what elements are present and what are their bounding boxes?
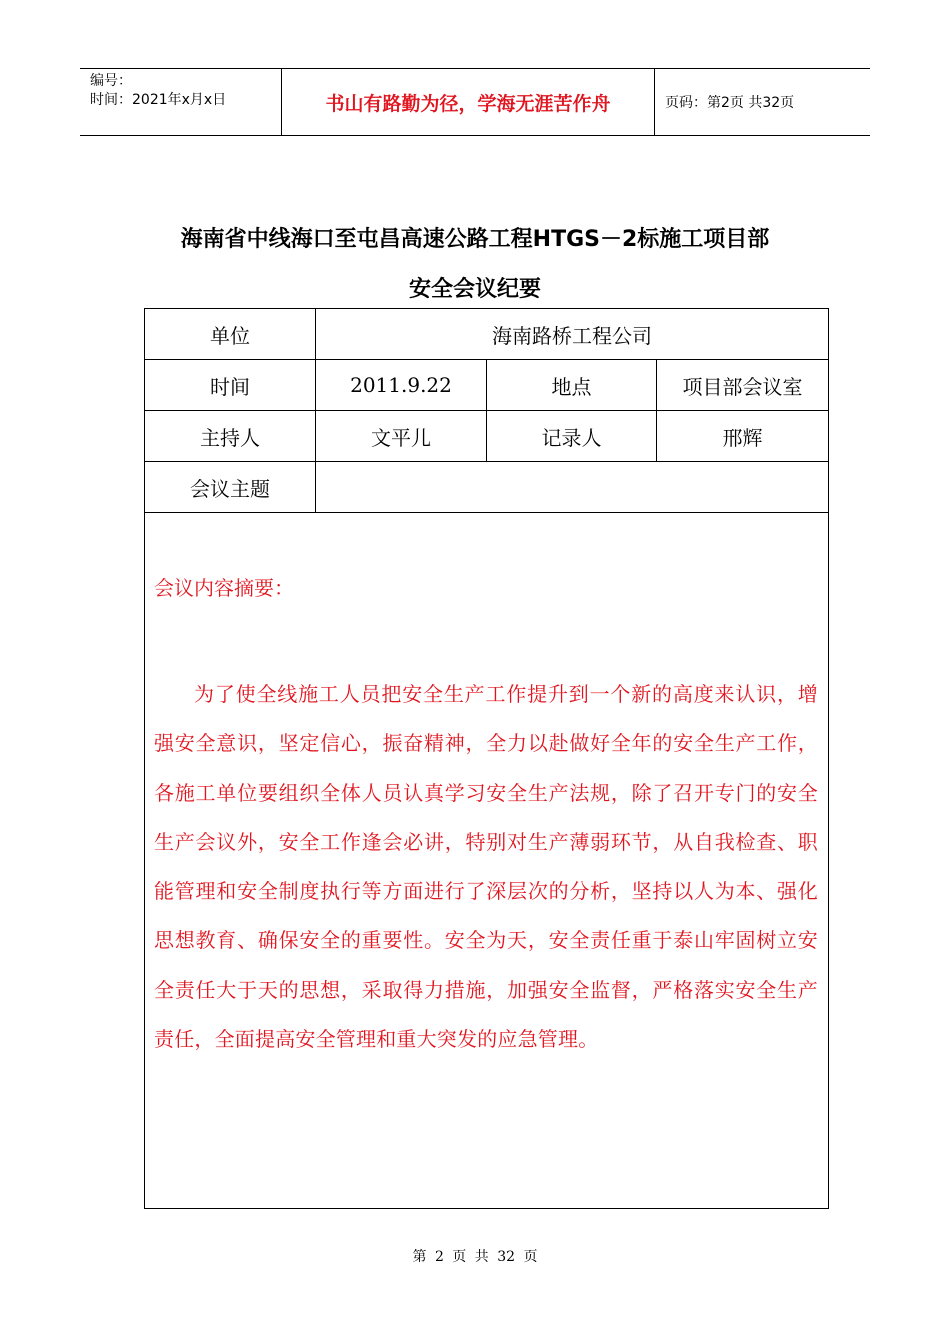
- header-meta: [80, 69, 281, 135]
- unit-value: 海南路桥工程公司: [492, 323, 652, 348]
- meeting-content: [145, 576, 828, 1064]
- content-body: 为了使全线施工人员把安全生产工作提升到一个新的高度来认识，增强安全意识，坚定信心，振奋精神，全力以赴做好全年的安全生产工作，各施工单位要组织全体人员认真学习安全生产法规，除了召开专门的安全生产会议外，安全工作逢会必讲，特别对生产薄弱环节，从自我检查、职能管理和安全制度执行等方面进行了深层次的分析，坚持以人为本、强化思想教育、确保安全的重要性。安全为天，安全责任重于泰山牢固树立安全责任大于天的思想，采取得力措施，加强安全监督，严格落实安全生产责任，全面提高安全管理和重大突发的应急管理。: [154, 682, 818, 1052]
- recorder-label: 记录人: [487, 411, 657, 461]
- topic-value: [316, 462, 828, 512]
- time-label-cell: 时间: [145, 360, 316, 410]
- page-footer: 第 2 页 共 32 页: [412, 1249, 538, 1265]
- recorder-value: 邢辉: [722, 425, 763, 450]
- document-subtitle: 安全会议纪要: [408, 277, 541, 302]
- document-title: 海南省中线海口至屯昌高速公路工程HTGS－2标施工项目部: [180, 227, 770, 252]
- place-value: 项目部会议室: [682, 374, 803, 399]
- header-motto: 书山有路勤为径，学海无涯苦作舟: [281, 69, 655, 135]
- host-value: 文平儿: [316, 411, 487, 461]
- number-label: 编号：: [90, 73, 132, 89]
- time-value: 2011.9.22: [316, 360, 487, 410]
- host-label: 主持人: [145, 411, 316, 461]
- topic-label: 会议主题: [145, 462, 316, 512]
- place-label: 地点: [487, 360, 657, 410]
- header-page-info: 页码：第2页 共32页: [665, 95, 795, 111]
- time-label: 时间：2021年x月x日: [90, 92, 227, 108]
- table-row-topic: [145, 462, 828, 513]
- table-row-time: [145, 360, 828, 411]
- meeting-table: [144, 308, 829, 1209]
- page-header: [80, 68, 870, 136]
- content-label: 会议内容摘要：: [154, 576, 294, 600]
- table-row-host: [145, 411, 828, 462]
- unit-label: 单位: [145, 309, 316, 359]
- table-row-unit: [145, 309, 828, 360]
